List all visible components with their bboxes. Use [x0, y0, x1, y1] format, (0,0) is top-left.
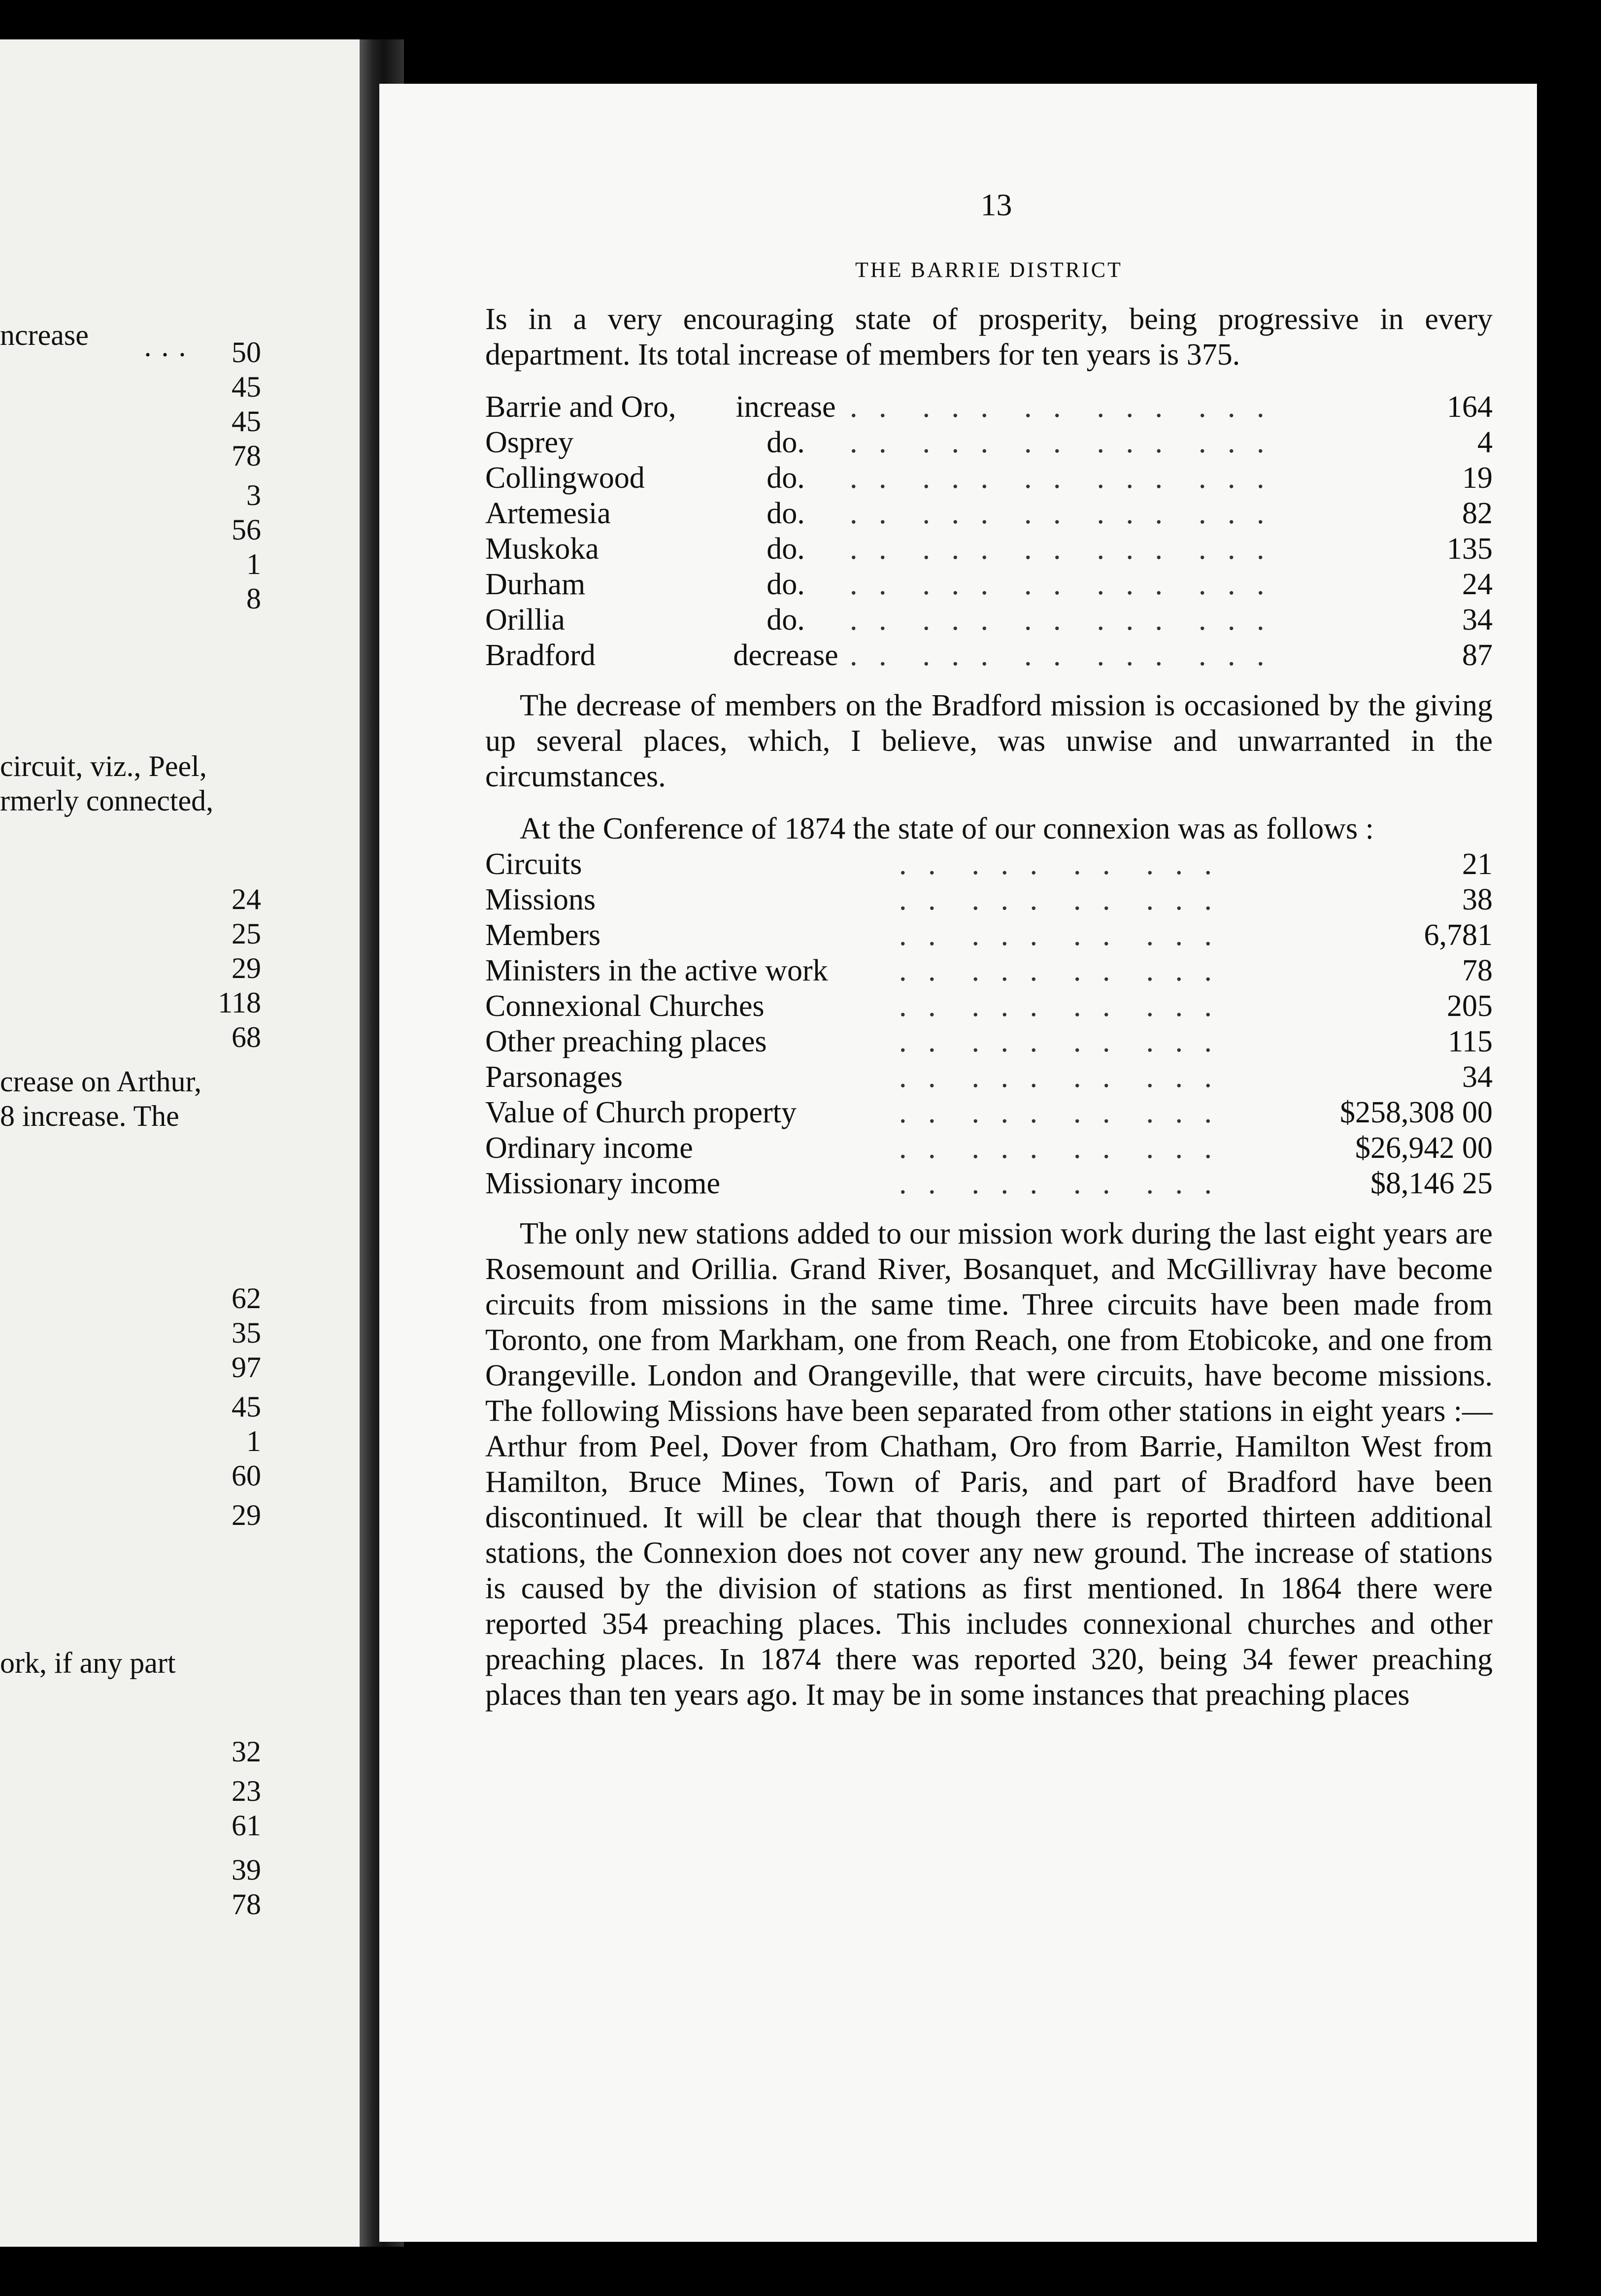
stat-label: Ordinary income — [485, 1131, 693, 1165]
member-count: 24 — [1462, 568, 1493, 601]
left-line: ncrease — [0, 319, 89, 351]
leader-dots: . . . . . . . . . . — [899, 918, 1219, 952]
circuit-name: Durham — [485, 568, 586, 601]
table-row — [485, 953, 1493, 988]
stat-label: Parsonages — [485, 1060, 623, 1094]
change-kind: do. — [767, 532, 805, 566]
left-number: 45 — [232, 405, 261, 438]
table-row — [485, 460, 1493, 496]
member-count: 19 — [1462, 461, 1493, 495]
circuit-name: Muskoka — [485, 532, 599, 566]
change-kind: do. — [767, 603, 805, 637]
table-row — [485, 531, 1493, 567]
table-row — [485, 1024, 1493, 1059]
table-row — [485, 1095, 1493, 1130]
leader-dots: . . . . . . . . . . — [899, 1060, 1219, 1094]
left-number: 29 — [232, 952, 261, 984]
stat-label: Circuits — [485, 847, 582, 881]
leader-dots: . . . . . . . . . . — [899, 847, 1219, 881]
left-number: 39 — [232, 1854, 261, 1886]
leader-dots: . . . . . . . . . . . . . — [850, 426, 1271, 459]
leader-dots: · · · — [143, 338, 187, 371]
stat-value: 78 — [1462, 954, 1493, 987]
leader-dots: . . . . . . . . . . . . . — [850, 639, 1271, 672]
table-row — [485, 988, 1493, 1024]
facing-page — [0, 39, 360, 2247]
leader-dots: . . . . . . . . . . . . . — [850, 568, 1271, 601]
left-number: 50 — [232, 336, 261, 369]
table-row — [485, 917, 1493, 953]
table-row — [485, 567, 1493, 602]
book-page — [379, 84, 1537, 2242]
member-count: 4 — [1477, 426, 1493, 459]
left-number: 62 — [232, 1282, 261, 1315]
page-number: 13 — [980, 187, 1012, 222]
table-row — [485, 425, 1493, 460]
left-number: 35 — [232, 1317, 261, 1349]
stat-value: 6,781 — [1424, 918, 1493, 952]
stat-value: 34 — [1462, 1060, 1493, 1094]
leader-dots: . . . . . . . . . . . . . — [850, 603, 1271, 637]
stat-label: Value of Church property — [485, 1096, 797, 1129]
intro-paragraph: Is in a very encouraging state of prosperity, being progressive in every department. Its total increase of members for ten years is 375. — [485, 303, 1493, 371]
stat-label: Members — [485, 918, 601, 952]
leader-dots: . . . . . . . . . . — [899, 1096, 1219, 1129]
left-number: 45 — [232, 371, 261, 403]
leader-dots: . . . . . . . . . . — [899, 989, 1219, 1023]
stat-value: $258,308 00 — [1340, 1096, 1493, 1129]
conference-paragraph: At the Conference of 1874 the state of our connexion was as follows : — [520, 812, 1374, 845]
table-row — [485, 1059, 1493, 1095]
section-title: THE BARRIE DISTRICT — [855, 258, 1123, 282]
change-kind: do. — [767, 497, 805, 530]
left-number: 118 — [218, 986, 261, 1019]
table-row — [485, 1130, 1493, 1166]
stat-value: 21 — [1462, 847, 1493, 881]
stat-value: $26,942 00 — [1355, 1131, 1493, 1165]
table-row — [485, 846, 1493, 882]
conference-stats-table — [485, 846, 1493, 1201]
left-number: 78 — [232, 1888, 261, 1921]
member-count: 135 — [1447, 532, 1493, 566]
leader-dots: . . . . . . . . . . . . . — [850, 390, 1271, 424]
member-count: 87 — [1462, 639, 1493, 672]
table-row — [485, 389, 1493, 425]
circuit-name: Osprey — [485, 426, 574, 459]
leader-dots: . . . . . . . . . . — [899, 954, 1219, 987]
table-row — [485, 882, 1493, 917]
membership-change-table — [485, 389, 1493, 673]
stat-label: Ministers in the active work — [485, 954, 828, 987]
left-line: rmerly connected, — [0, 784, 214, 817]
leader-dots: . . . . . . . . . . . . . — [850, 532, 1271, 566]
leader-dots: . . . . . . . . . . — [899, 883, 1219, 916]
circuit-name: Barrie and Oro, — [485, 390, 676, 424]
change-kind: decrease — [733, 639, 838, 672]
left-number: 32 — [232, 1735, 261, 1768]
table-row — [485, 602, 1493, 638]
left-number: 45 — [232, 1390, 261, 1423]
left-number: 24 — [232, 883, 261, 915]
left-line: crease on Arthur, — [0, 1065, 202, 1098]
leader-dots: . . . . . . . . . . — [899, 1167, 1219, 1200]
left-number: 25 — [232, 917, 261, 950]
circuit-name: Collingwood — [485, 461, 645, 495]
leader-dots: . . . . . . . . . . — [899, 1025, 1219, 1058]
leader-dots: . . . . . . . . . . — [899, 1131, 1219, 1165]
left-number: 68 — [232, 1021, 261, 1053]
member-count: 82 — [1462, 497, 1493, 530]
stat-value: 38 — [1462, 883, 1493, 916]
left-line: ork, if any part — [0, 1647, 176, 1679]
stat-value: 115 — [1448, 1025, 1493, 1058]
leader-dots: . . . . . . . . . . . . . — [850, 497, 1271, 530]
member-count: 34 — [1462, 603, 1493, 637]
left-number: 56 — [232, 513, 261, 546]
left-number: 60 — [232, 1459, 261, 1492]
stations-paragraph: The only new stations added to our mission work during the last eight years are Rosemount and Orillia. Grand River, Bosanquet, and McGillivray have become circuits from missions in the same time. Three circuits have been made from Toronto, one from Markham, one from Reach, one from Etobicoke, and one from Orangeville. London and Orangeville, that were circuits, have become missions. The following Missions have been separated from other stations in eight years :—Arthur from Peel, Dover from Chatham, Oro from Barrie, Hamilton West from Hamilton, Bruce Mines, Town of Paris, and part of Bradford have been discontinued. It will be clear that though there is reported thirteen additional stations, the Connexion does not cover any new ground. The increase of stations is caused by the division of stations as first mentioned. In 1864 there were reported 354 preaching places. This includes connexional churches and other preaching places. In 1874 there was reported 320, being 34 fewer preaching places than ten years ago. It may be in some instances that preaching places — [485, 1217, 1493, 1712]
left-number: 1 — [246, 1425, 261, 1457]
left-number: 78 — [232, 439, 261, 472]
left-line: circuit, viz., Peel, — [0, 750, 207, 782]
left-number: 3 — [246, 479, 261, 511]
left-number: 23 — [232, 1775, 261, 1807]
table-row — [485, 638, 1493, 673]
leader-dots: . . . . . . . . . . . . . — [850, 461, 1271, 495]
left-line: 8 increase. The — [0, 1100, 179, 1132]
circuit-name: Bradford — [485, 639, 596, 672]
left-number: 97 — [232, 1351, 261, 1384]
bradford-paragraph: The decrease of members on the Bradford mission is occasioned by the giving up several places, which, I believe, was unwise and unwarranted in the circumstances. — [485, 689, 1493, 793]
member-count: 164 — [1447, 390, 1493, 424]
page-content — [485, 187, 1493, 1713]
table-row — [485, 1166, 1493, 1201]
circuit-name: Artemesia — [485, 497, 611, 530]
change-kind: increase — [735, 390, 836, 424]
change-kind: do. — [767, 461, 805, 495]
change-kind: do. — [767, 426, 805, 459]
stat-label: Connexional Churches — [485, 989, 765, 1023]
stat-label: Missionary income — [485, 1167, 720, 1200]
stat-label: Other preaching places — [485, 1025, 767, 1058]
left-number: 8 — [246, 582, 261, 615]
stat-value: $8,146 25 — [1370, 1167, 1493, 1200]
left-number: 1 — [246, 548, 261, 580]
table-row — [485, 496, 1493, 531]
stat-label: Missions — [485, 883, 596, 916]
circuit-name: Orillia — [485, 603, 565, 637]
stat-value: 205 — [1447, 989, 1493, 1023]
left-number: 29 — [232, 1499, 261, 1531]
change-kind: do. — [767, 568, 805, 601]
left-number: 61 — [232, 1809, 261, 1842]
